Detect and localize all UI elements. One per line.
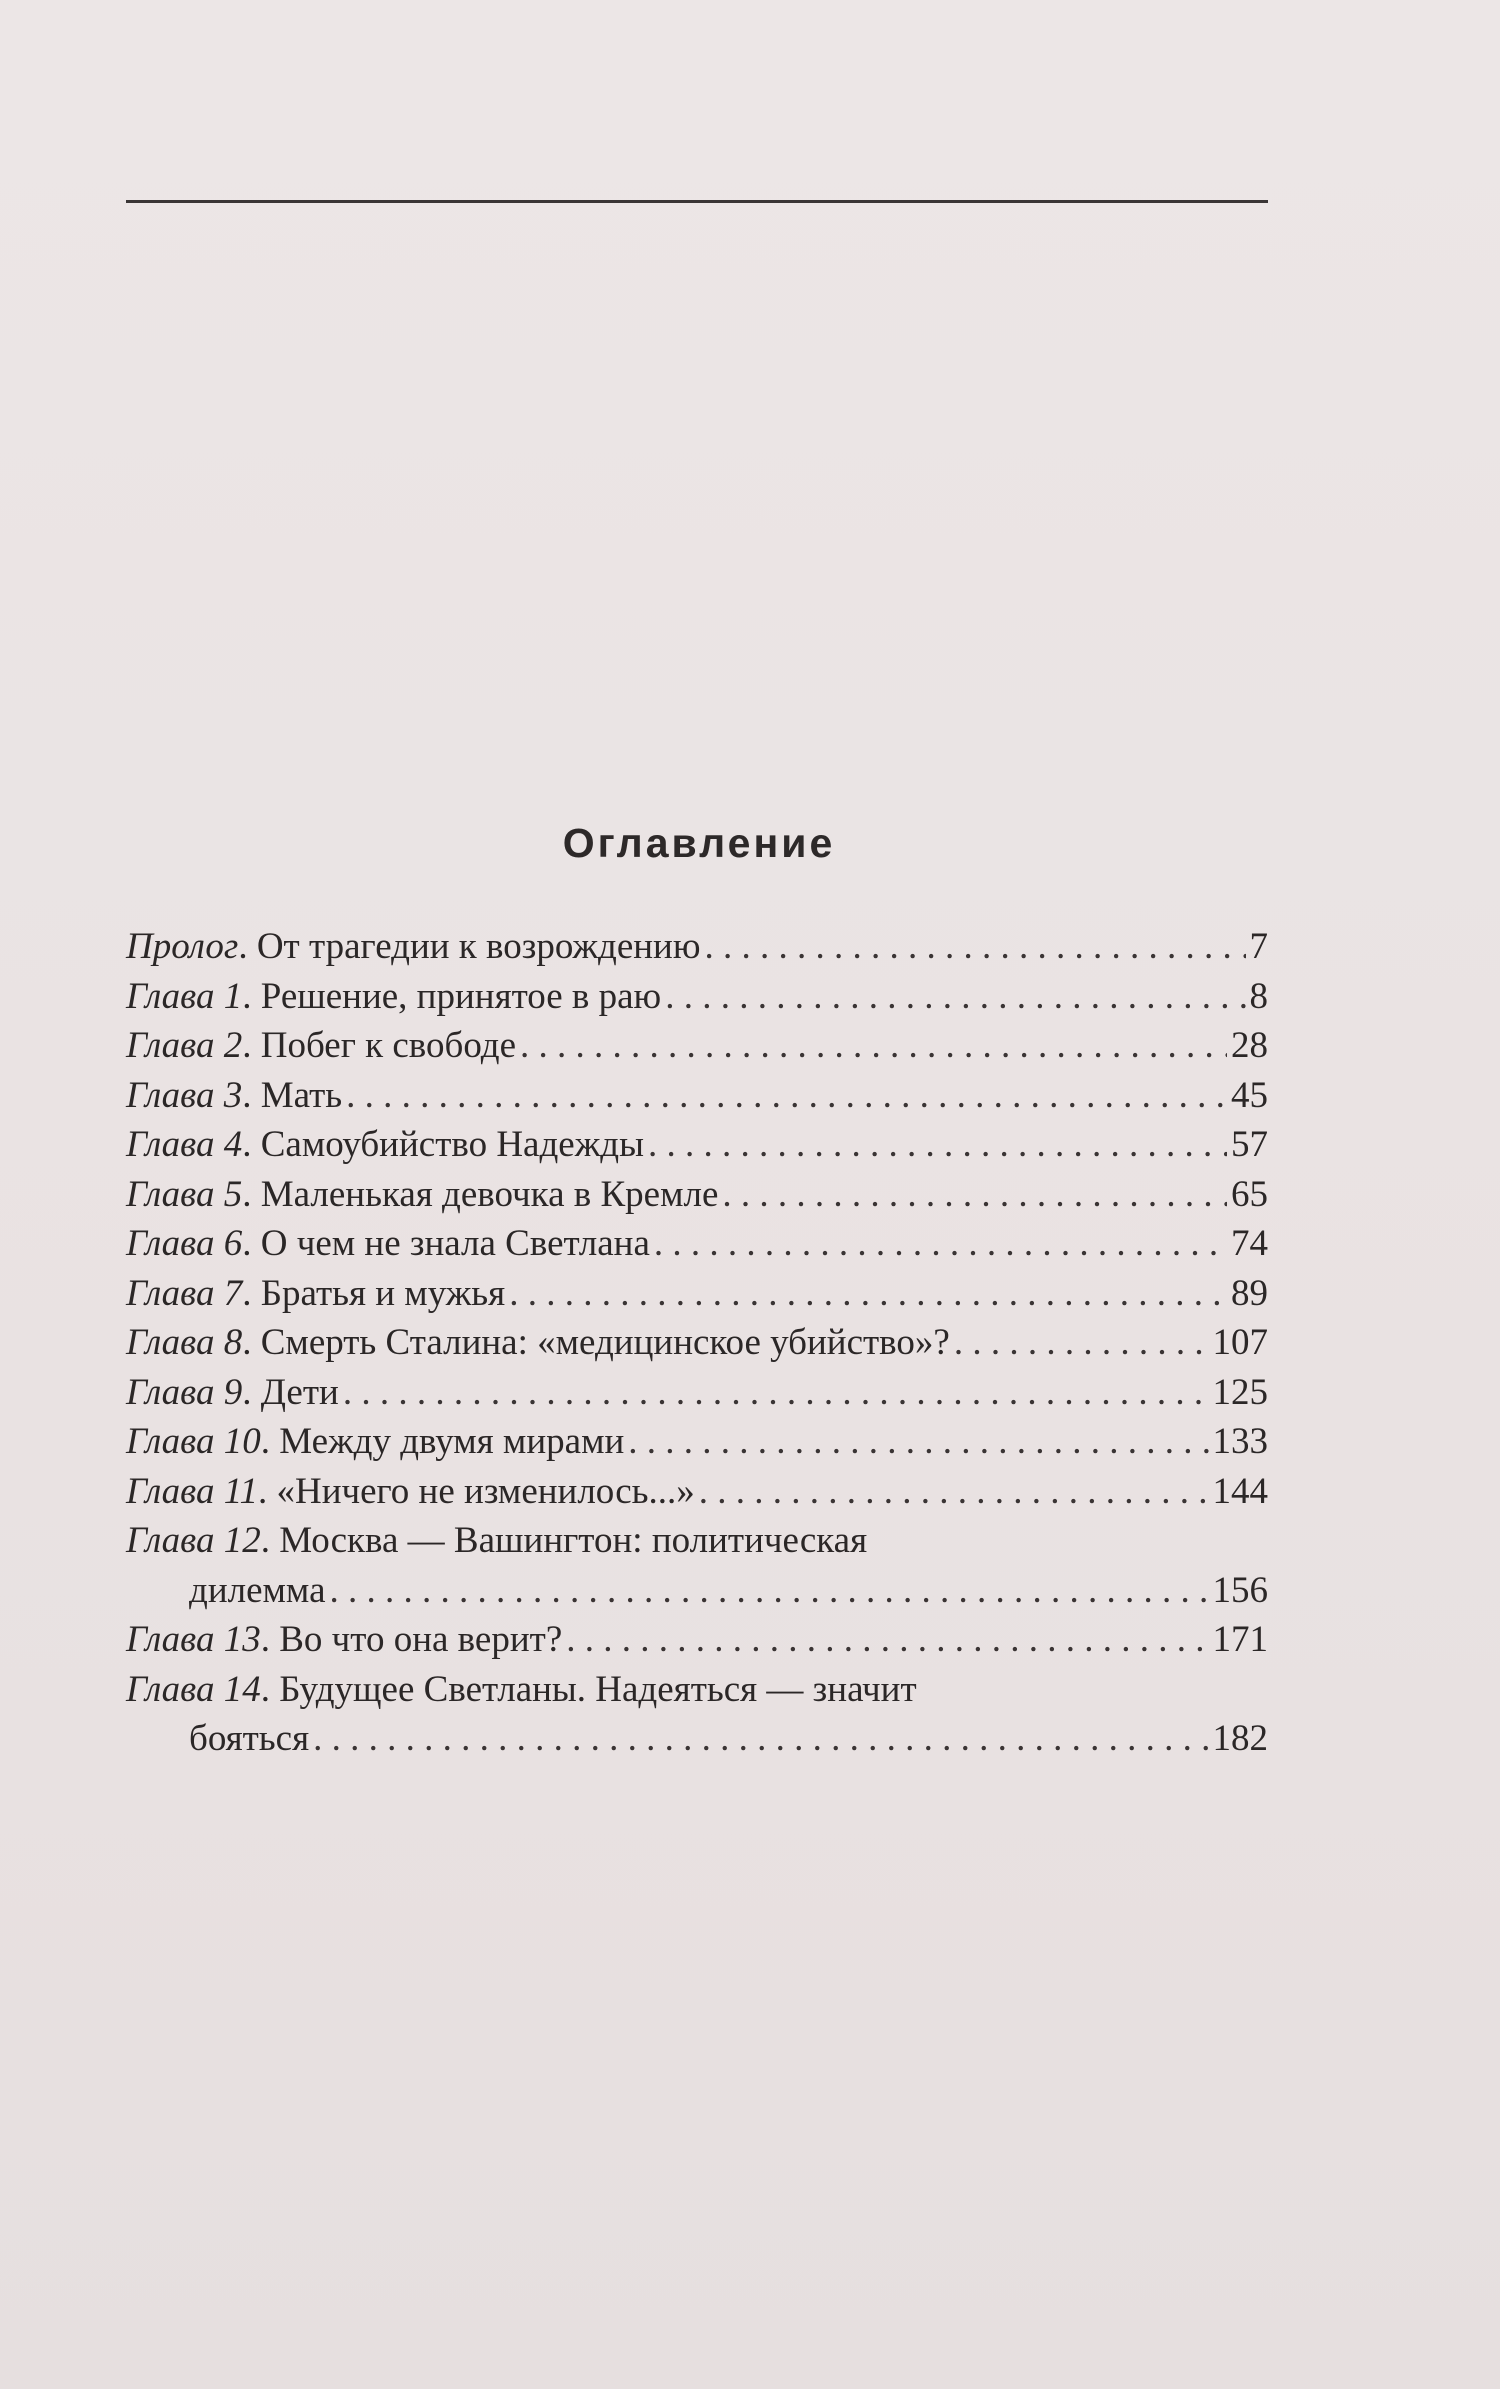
chapter-label: Глава 2 (126, 1025, 243, 1066)
dot-leader (722, 1170, 1227, 1220)
chapter-title: О чем не знала Светлана (260, 1223, 650, 1264)
dot-leader (313, 1714, 1208, 1764)
page-number: 107 (1212, 1322, 1268, 1363)
page-number: 8 (1249, 975, 1268, 1017)
chapter-title: Самоубийство Надежды (260, 1124, 644, 1165)
chapter-title-continuation: дилемма (189, 1569, 326, 1611)
chapter-title: От трагедии к возрождению (256, 926, 701, 967)
page-number: 171 (1212, 1619, 1268, 1660)
chapter-label: Глава 10 (126, 1421, 261, 1462)
chapter-title: Дети (260, 1371, 339, 1413)
chapter-label: Глава 4 (126, 1124, 243, 1165)
toc-entry[interactable]: Глава 1 . Решение, принятое в раю . . . 8 (126, 972, 1268, 1022)
chapter-label: Глава 12 (126, 1520, 261, 1561)
dot-leader (566, 1615, 1208, 1665)
chapter-label: Глава 5 (126, 1173, 243, 1215)
page-number: 144 (1212, 1470, 1268, 1512)
dot-leader (520, 1021, 1227, 1071)
dot-leader (330, 1566, 1209, 1616)
toc-title: Оглавление (562, 820, 836, 866)
dot-leader (628, 1417, 1208, 1467)
chapter-label: Пролог (126, 926, 239, 967)
page-number: 156 (1212, 1569, 1268, 1611)
dot-leader (509, 1269, 1227, 1319)
chapter-title: «Ничего не изменилось...» (276, 1470, 695, 1512)
chapter-label: Глава 14 (126, 1668, 261, 1710)
page-number: 74 (1231, 1223, 1268, 1264)
chapter-label: Глава 11 (126, 1470, 258, 1512)
page-number: 125 (1212, 1371, 1268, 1413)
toc-entry[interactable]: Глава 8 . Смерть Сталина: «медицинское убийство»? . . . 107 (126, 1318, 1268, 1368)
page-number: 65 (1231, 1173, 1268, 1215)
dot-leader (699, 1467, 1209, 1517)
toc-entry[interactable]: Пролог . От трагедии к возрождению . . . 7 (126, 922, 1268, 972)
page-number: 182 (1212, 1718, 1268, 1759)
page-number: 7 (1249, 926, 1268, 967)
chapter-label: Глава 7 (126, 1272, 243, 1314)
chapter-label: Глава 6 (126, 1223, 243, 1264)
toc-entry[interactable]: Глава 7 . Братья и мужья . . . 89 (126, 1269, 1268, 1319)
chapter-title: Маленькая девочка в Кремле (260, 1173, 719, 1215)
toc-entry[interactable]: Глава 14 . Будущее Светланы. Надеяться — значит бояться . . . 182 (126, 1665, 1268, 1764)
toc-entry[interactable]: Глава 11 . «Ничего не изменилось...» . . . 144 (126, 1467, 1268, 1517)
chapter-label: Глава 8 (126, 1322, 243, 1363)
chapter-title: Решение, принятое в раю (260, 975, 662, 1017)
toc-entry[interactable]: Глава 4 . Самоубийство Надежды . . . 57 (126, 1120, 1268, 1170)
toc-entry[interactable]: Глава 5 . Маленькая девочка в Кремле . . . 65 (126, 1170, 1268, 1220)
dot-leader (705, 922, 1246, 972)
dot-leader (346, 1071, 1227, 1121)
toc-entry[interactable]: Глава 13 . Во что она верит? . . . 171 (126, 1615, 1268, 1665)
toc-entry[interactable]: Глава 12 . Москва — Вашингтон: политическая дилемма . . . 156 (126, 1516, 1268, 1615)
chapter-title: Между двумя мирами (279, 1421, 625, 1462)
header-rule (126, 200, 1268, 203)
toc-entry[interactable]: Глава 3 . Мать . . . 45 (126, 1071, 1268, 1121)
dot-leader (648, 1120, 1227, 1170)
chapter-title: Во что она верит? (279, 1619, 563, 1660)
chapter-title: Мать (260, 1074, 343, 1116)
toc-entry[interactable]: Глава 10 . Между двумя мирами . . . 133 (126, 1417, 1268, 1467)
chapter-title: Братья и мужья (260, 1272, 506, 1314)
chapter-label: Глава 13 (126, 1619, 261, 1660)
chapter-title-continuation: бояться (189, 1718, 310, 1759)
chapter-title: Москва — Вашингтон: политическая (279, 1520, 868, 1561)
page-number: 133 (1212, 1421, 1268, 1462)
toc-entry[interactable]: Глава 2 . Побег к свободе . . . 28 (126, 1021, 1268, 1071)
chapter-title: Будущее Светланы. Надеяться — значит (279, 1668, 917, 1710)
toc-entry[interactable]: Глава 9 . Дети . . . 125 (126, 1368, 1268, 1418)
chapter-label: Глава 9 (126, 1371, 243, 1413)
page-number: 28 (1231, 1025, 1268, 1066)
chapter-label: Глава 3 (126, 1074, 243, 1116)
dot-leader (343, 1368, 1209, 1418)
dot-leader (954, 1318, 1209, 1368)
page-number: 57 (1231, 1124, 1268, 1165)
chapter-title: Смерть Сталина: «медицинское убийство»? (260, 1322, 950, 1363)
page-number: 89 (1231, 1272, 1268, 1314)
chapter-label: Глава 1 (126, 975, 243, 1017)
chapter-title: Побег к свободе (260, 1025, 517, 1066)
table-of-contents (126, 922, 1268, 1764)
dot-leader (665, 972, 1245, 1022)
dot-leader (654, 1219, 1227, 1269)
toc-entry[interactable]: Глава 6 . О чем не знала Светлана . . . 74 (126, 1219, 1268, 1269)
page-number: 45 (1231, 1074, 1268, 1116)
